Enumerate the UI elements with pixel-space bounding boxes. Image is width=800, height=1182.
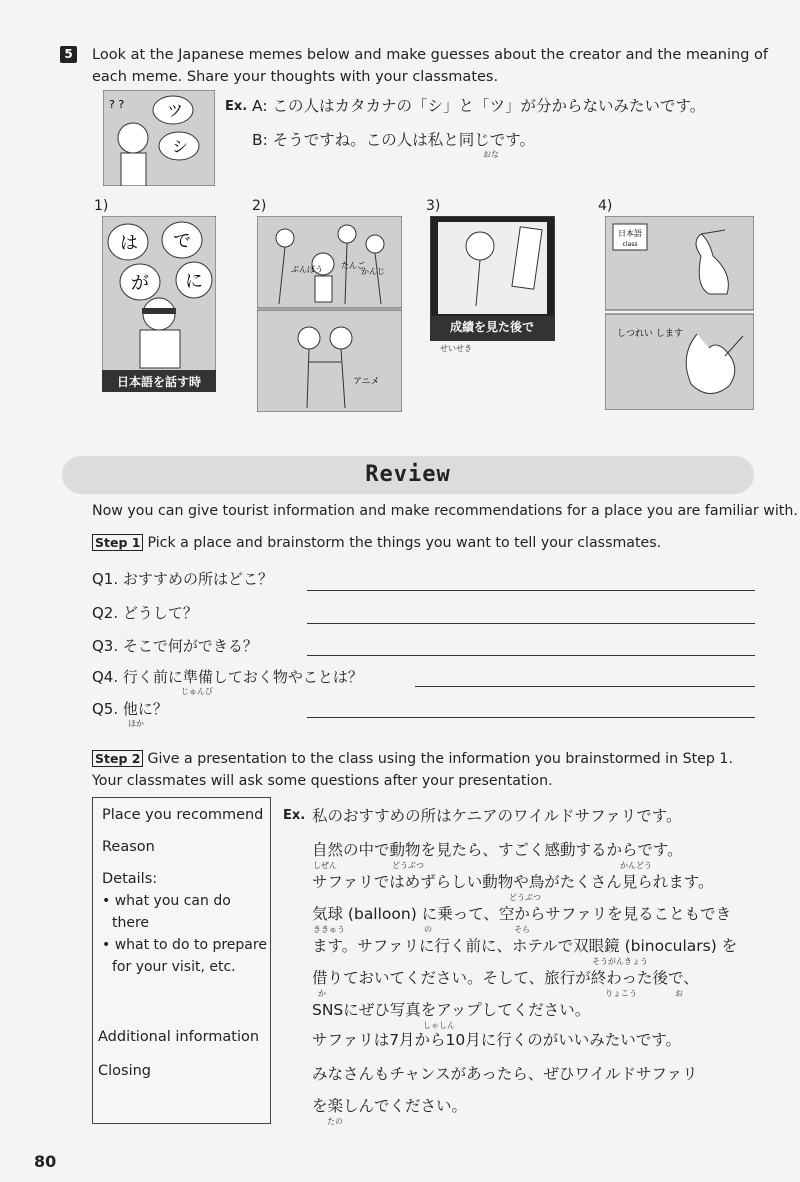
question-marks: ? ? (109, 98, 125, 111)
answer-line-5[interactable] (307, 717, 755, 718)
box-detail-1b: there (112, 915, 150, 931)
section-instruction: Look at the Japanese memes below and make guesses about the creator and the meaning of each meme. Share your thoughts with your classmates. (92, 47, 768, 85)
meme-4-illustration (605, 216, 754, 410)
example2-line-9: みなさんもチャンスがあったら、ぜひワイルドサファリ (312, 1065, 698, 1083)
box-detail-2b: for your visit, etc. (112, 959, 236, 975)
example2-line-4: 気球 (balloon) に乗って、空からサファリを見ることもでき (312, 905, 732, 923)
meme-2-word-2: たんご (341, 261, 365, 270)
step2-tag: Step 2 (92, 750, 143, 767)
example2-line-10: を楽しんでください。 (312, 1097, 468, 1115)
shi-char: シ (172, 137, 189, 156)
ruby-doubutsu-2: どうぶつ (509, 893, 541, 902)
tsu-char: ツ (167, 101, 184, 120)
example-tag: Ex. (225, 99, 248, 114)
meme-2-illustration (257, 216, 402, 412)
meme-3-caption: 成績を見た後で (449, 320, 535, 334)
step2-text: Give a presentation to the class using the information you brainstormed in Step 1. Your classmates will ask some questions after your presentation. (92, 751, 733, 789)
char-ni: に (185, 271, 203, 292)
question-2: Q2. どうして？ (92, 604, 198, 622)
ruby-shizen: しぜん (313, 861, 337, 870)
example-line-b: B: そうですね。この人は私と同じです。 (252, 131, 536, 149)
answer-line-3[interactable] (307, 655, 755, 656)
meme-2-anime-label: アニメ (353, 377, 380, 387)
meme-4-speech: しつれい します (617, 329, 683, 339)
box-detail-2a: • what to do to prepare (102, 937, 267, 953)
example-line-a: A: この人はカタカナの「シ」と「ツ」が分からないみたいです。 (252, 97, 706, 115)
example2-line-8: サファリは7月から10月に行くのがいいみたいです。 (312, 1031, 682, 1049)
step1-row (92, 532, 772, 554)
meme-4-sign-sub: class (622, 241, 638, 248)
question-4: Q4. 行く前に準備しておく物やことは？ (92, 668, 363, 686)
presentation-outline-box (92, 797, 271, 1124)
ruby-kikyuu: ききゅう (313, 925, 345, 934)
example2-line-2: 自然の中で動物を見たら、すごく感動するからです。 (312, 841, 683, 859)
question-4-ruby: じゅんび (181, 687, 213, 696)
question-1: Q1. おすすめの所はどこ？ (92, 570, 274, 588)
step1-tag: Step 1 (92, 534, 143, 551)
answer-line-1[interactable] (307, 590, 755, 591)
review-title: Review (365, 462, 451, 487)
char-de: で (173, 231, 191, 252)
ruby-no: の (424, 925, 432, 934)
ruby-ka: か (318, 989, 326, 998)
answer-line-2[interactable] (307, 623, 755, 624)
box-reason: Reason (102, 839, 155, 855)
box-closing: Closing (98, 1063, 152, 1079)
answer-line-4[interactable] (415, 686, 755, 687)
meme-label-3: 3) (426, 198, 441, 214)
step2-row (92, 748, 762, 792)
question-3: Q3. そこで何ができる？ (92, 637, 258, 655)
ruby-kandou: かんどう (620, 861, 652, 870)
ruby-tano: たの (327, 1117, 343, 1126)
ruby-o: お (675, 989, 683, 998)
example-illustration (103, 90, 215, 186)
page-number: 80 (34, 1152, 57, 1171)
meme-3-caption-ruby: せいせき (440, 344, 472, 353)
char-ha: は (120, 233, 138, 254)
meme-2-word-3: かんじ (361, 267, 385, 276)
meme-label-4: 4) (598, 198, 613, 214)
example2-line-6: 借りておいてください。そして、旅行が終わった後で、 (312, 969, 699, 987)
meme-label-2: 2) (252, 198, 267, 214)
question-5: Q5. 他に？ (92, 700, 168, 718)
ruby-ona: おな (483, 150, 499, 159)
meme-2-word-1: ぶんぽう (291, 265, 323, 274)
meme-3-illustration (430, 216, 555, 341)
ruby-ryokou: りょこう (605, 989, 637, 998)
review-intro: Now you can give tourist information and make recommendations for a place you are familiar with. (92, 503, 798, 519)
step1-text: Pick a place and brainstorm the things you want to tell your classmates. (147, 535, 662, 551)
box-additional: Additional information (98, 1029, 260, 1045)
box-place: Place you recommend (102, 807, 264, 823)
meme-label-1: 1) (94, 198, 109, 214)
question-5-ruby: ほか (128, 719, 144, 728)
ruby-sougankyou: そうがんきょう (592, 957, 648, 966)
example2-tag: Ex. (283, 808, 306, 823)
meme-1-caption: 日本語を話す時 (116, 375, 202, 389)
example2-line-1: 私のおすすめの所はケニアのワイルドサファリです。 (312, 807, 682, 825)
char-ga: が (131, 273, 149, 294)
box-detail-1a: • what you can do (102, 893, 231, 909)
meme-1-illustration (102, 216, 216, 392)
ruby-doubutsu: どうぶつ (392, 861, 424, 870)
ruby-sora: そら (514, 925, 530, 934)
example2-line-3: サファリではめずらしい動物や鳥がたくさん見られます。 (312, 873, 714, 891)
box-details: Details: (102, 871, 158, 887)
ruby-shashin: しゃしん (423, 1021, 455, 1030)
meme-4-sign: 日本語 (618, 229, 642, 238)
example2-line-7: SNSにぜひ写真をアップしてください。 (312, 1001, 591, 1019)
review-banner (62, 456, 754, 494)
example2-line-5: ます。サファリに行く前に、ホテルで双眼鏡 (binoculars) を (312, 937, 738, 955)
section-number-badge: 5 (60, 46, 77, 63)
